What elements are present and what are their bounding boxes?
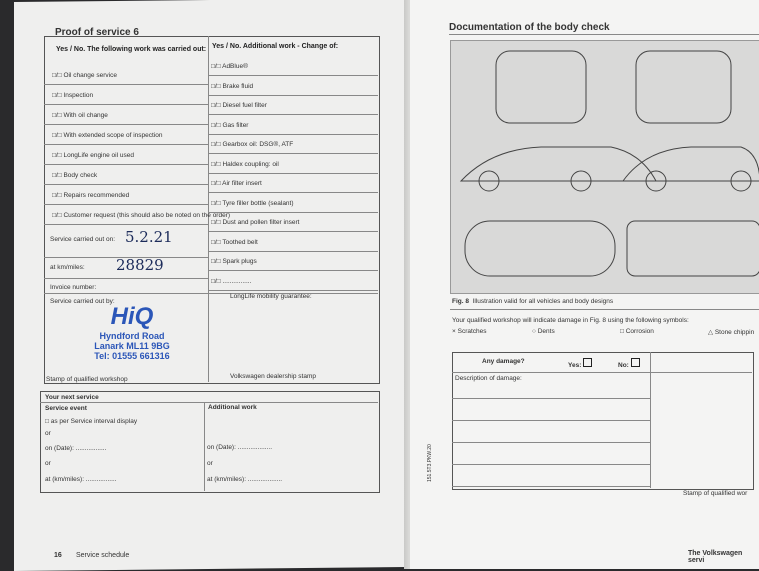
- proof-title: Proof of service 6: [55, 27, 139, 38]
- car-diagram: [451, 41, 759, 293]
- service-date-label: Service carried out on:: [50, 236, 116, 243]
- footer-right: The Volkswagen servi: [688, 550, 743, 564]
- as-per-text: as per Service interval display: [50, 418, 138, 425]
- stamp-line: Hyndford Road: [99, 331, 165, 341]
- fig-caption: [452, 298, 613, 305]
- next-divider: [204, 402, 205, 491]
- or-label-2: or: [45, 460, 51, 467]
- row-line: [44, 84, 208, 85]
- row-line: [208, 134, 378, 135]
- symbol-stone-text: Stone chippin: [714, 329, 755, 336]
- col1-item: □/□ With extended scope of inspection: [52, 132, 163, 139]
- instructions: Your qualified workshop will indicate damage in Fig. 8 using the following symbols:: [452, 317, 689, 324]
- or-label: or: [45, 430, 51, 437]
- col2-item: □/□ Air filter insert: [211, 180, 262, 187]
- km-handwritten: 28829: [116, 256, 164, 274]
- no-checkbox[interactable]: [631, 358, 640, 367]
- or-label-3: or: [207, 460, 213, 467]
- longlife-label: LongLife mobility guarantee:: [230, 293, 312, 300]
- as-per-label: □ as per Service interval display: [45, 418, 138, 425]
- title-rule: [449, 34, 759, 35]
- col1-item: □/□ With oil change: [52, 112, 108, 119]
- col2-item: □/□ Toothed belt: [211, 238, 258, 246]
- yes-checkbox[interactable]: [583, 358, 592, 367]
- symbol-scratches: × Scratches: [452, 328, 487, 335]
- car-top-view: [465, 221, 615, 276]
- row-line: [208, 114, 378, 115]
- symbol-dents-text: Dents: [537, 328, 555, 335]
- row-line: [44, 164, 208, 165]
- additional-work-label: Additional work: [208, 404, 257, 411]
- page-number: 16: [54, 552, 62, 559]
- km-label: at km/miles:: [50, 264, 85, 271]
- yes-label: [568, 358, 592, 369]
- yes-text: Yes:: [568, 362, 582, 369]
- row-line: [452, 372, 752, 373]
- row-line: [44, 293, 378, 294]
- col1-item: □/□ Repairs recommended: [52, 192, 130, 199]
- row-line: [40, 402, 378, 403]
- row-line: [208, 192, 378, 193]
- col1-item: □/□ Body check: [52, 172, 98, 179]
- col2-item: □/□ Spark plugs: [211, 258, 257, 265]
- description-line: [452, 442, 650, 443]
- no-label: [618, 358, 640, 369]
- row-line: [208, 251, 378, 252]
- workshop-stamp: [86, 303, 178, 361]
- row-line: [208, 75, 378, 76]
- car-rear-view: [496, 51, 586, 123]
- no-text: No:: [618, 362, 629, 369]
- col2-item: □/□ Diesel fuel filter: [211, 102, 267, 109]
- stamp-logo: HiQ: [110, 303, 154, 330]
- car-underbody: [627, 221, 759, 276]
- row-line: [44, 184, 208, 185]
- symbol-scratches-text: Scratches: [457, 328, 487, 335]
- col2-item: □/□ Brake fluid: [211, 82, 254, 90]
- body-check-title: Documentation of the body check: [449, 22, 610, 33]
- col2-item: □/□ Gearbox oil: DSG®, ATF: [211, 141, 294, 148]
- caption-rule: [450, 309, 759, 310]
- symbol-corrosion-text: Corrosion: [625, 328, 654, 335]
- symbol-stone: △ Stone chippin: [708, 329, 755, 336]
- col2-item: □/□ Gas filter: [211, 121, 249, 129]
- col1-item: □/□ Inspection: [52, 92, 94, 99]
- next-service-label: Your next service: [45, 394, 99, 401]
- row-line: [208, 290, 378, 291]
- description-label: Description of damage:: [455, 375, 522, 382]
- row-line: [44, 124, 208, 125]
- description-line: [452, 486, 650, 487]
- description-line: [452, 398, 650, 399]
- car-front-view: [636, 51, 731, 123]
- on-date-label: on (Date): .................: [45, 445, 107, 452]
- col2-item: □/□ Tyre filler bottle (sealant): [211, 199, 294, 207]
- description-line: [452, 464, 650, 465]
- row-line: [44, 204, 208, 205]
- row-line: [208, 212, 378, 213]
- dealer-caption: Volkswagen dealership stamp: [230, 373, 316, 380]
- col1-header: Yes / No. The following work was carried out:: [56, 46, 207, 53]
- row-line: [44, 278, 208, 279]
- col2-item: □/□ Dust and pollen filter insert: [211, 219, 300, 226]
- stamp-line: Lanark ML11 9BG: [94, 341, 170, 351]
- symbol-dents: ○ Dents: [532, 328, 555, 335]
- fig-label: Fig. 8: [452, 298, 469, 305]
- col2-item: □/□ ................: [211, 277, 252, 285]
- at-km-label: at (km/miles): .................: [45, 476, 117, 483]
- row-line: [208, 270, 378, 271]
- at-km3-label: at (km/miles): ...................: [207, 476, 283, 483]
- service-by-label: Service carried out by:: [50, 298, 115, 305]
- invoice-label: Invoice number:: [50, 284, 97, 291]
- row-line: [44, 104, 208, 105]
- col2-item: □/□ Haldex coupling: oil: [211, 160, 279, 168]
- stamp-line: Tel: 01555 661316: [94, 351, 170, 361]
- row-line: [44, 224, 208, 225]
- col2-item: □/□ AdBlue®: [211, 63, 248, 70]
- side-code: 151.5T3.PKW.20: [427, 444, 433, 482]
- col2-header: Yes / No. Additional work - Change of:: [212, 43, 339, 50]
- col1-item: □/□ Customer request (this should also be noted on the order): [52, 212, 231, 219]
- any-damage-label: Any damage?: [482, 358, 525, 365]
- row-line: [208, 153, 378, 154]
- stamp-caption: Stamp of qualified workshop: [46, 376, 128, 383]
- row-line: [208, 95, 378, 96]
- fig-caption-text: Illustration valid for all vehicles and body designs: [472, 298, 614, 305]
- footer-left: Service schedule: [76, 552, 130, 559]
- symbol-corrosion: □ Corrosion: [620, 328, 654, 335]
- row-line: [208, 173, 378, 174]
- stamp-label-right: Stamp of qualified wor: [683, 490, 748, 497]
- table-divider: [208, 36, 209, 382]
- figure-8: [450, 40, 759, 294]
- row-line: [44, 144, 208, 145]
- col1-item: □/□ Oil change service: [52, 72, 117, 79]
- description-line: [452, 420, 650, 421]
- col1-item: □/□ LongLife engine oil used: [52, 152, 134, 159]
- service-event-label: Service event: [45, 405, 87, 412]
- row-line: [208, 231, 378, 232]
- on-date2-label: on (Date): ...................: [207, 444, 273, 451]
- service-date-handwritten: 5.2.21: [125, 228, 173, 246]
